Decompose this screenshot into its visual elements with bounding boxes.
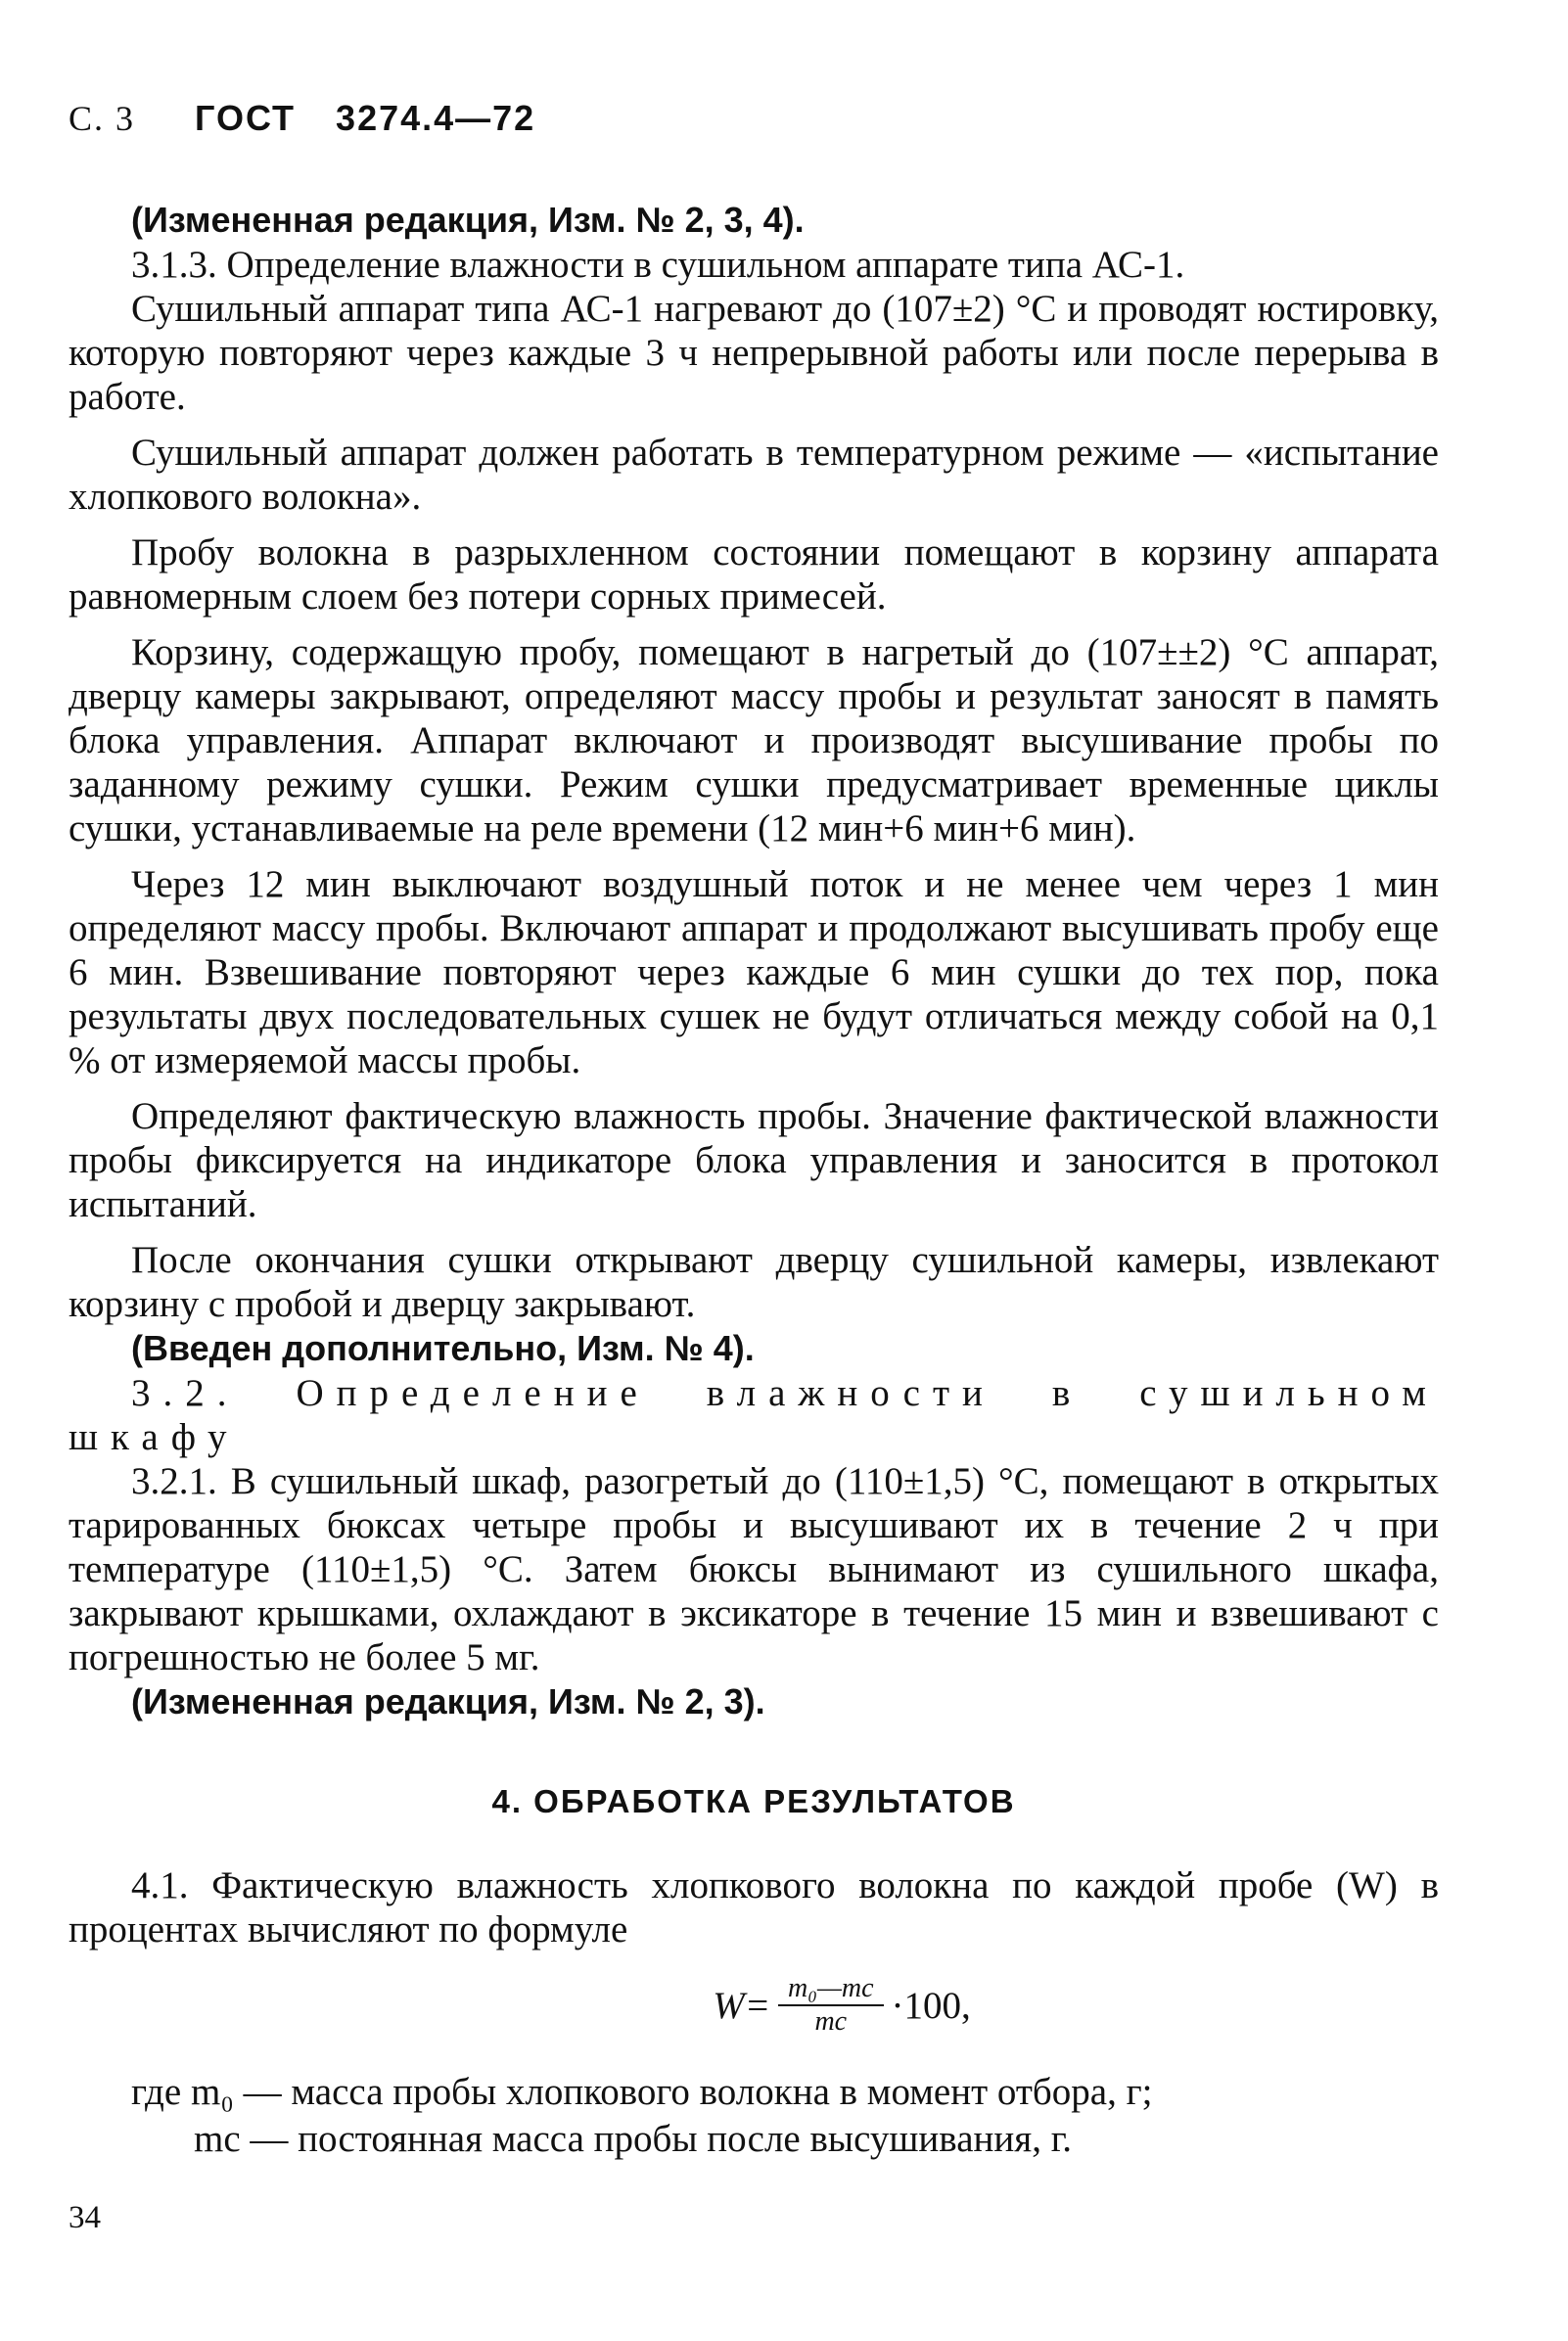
paragraph: Пробу волокна в разрыхленном состоянии помещают в корзину аппарата равномерным слоем без потери сорных примесей. <box>69 531 1439 618</box>
formula-numerator: m₀—mc <box>778 1973 884 2006</box>
section-title: 4. ОБРАБОТКА РЕЗУЛЬТАТОВ <box>491 1783 1016 1819</box>
running-header <box>69 98 1439 139</box>
header-number: 3274.4—72 <box>336 98 536 138</box>
header-standard: ГОСТ <box>195 98 297 138</box>
paragraph-41: 4.1. Фактическую влажность хлопкового волокна по каждой пробе (W) в процентах вычисляют по формуле <box>69 1864 1439 1951</box>
paragraph-313-title: 3.1.3. Определение влажности в сушильном аппарате типа АС-1. <box>131 244 1185 286</box>
paragraph: Сушильный аппарат должен работать в температурном режиме — «испытание хлопкового волокна». <box>69 432 1439 518</box>
formula-fraction <box>778 1973 884 2038</box>
note-changed: (Измененная редакция, Изм. № 2, 3). <box>131 1681 765 1721</box>
document-page <box>69 98 1439 2163</box>
formula-lhs: W= <box>713 1984 771 2027</box>
paragraph: Сушильный аппарат типа АС-1 нагревают до (107±2) °С и проводят юстировку, которую повторяют через каждые 3 ч непрерывной работы или после перерыва в работе. <box>69 288 1439 418</box>
paragraph: Корзину, содержащую пробу, помещают в нагретый до (107±±2) °С аппарат, дверцу камеры закрывают, определяют массу пробы и результат заносят в память блока управления. Аппарат включают и производят высушивание пробы по заданному режиму сушки. Режим сушки предусматривает временные циклы сушки, устанавливаемые на реле времени (12 мин+6 мин+6 мин). <box>69 631 1439 849</box>
where-line-2: mc — постоянная масса пробы после высушивания, г. <box>194 2118 1073 2160</box>
paragraph: Через 12 мин выключают воздушный поток и не менее чем через 1 мин определяют массу пробы. Включают аппарат и продолжают высушивать пробу еще 6 мин. Взвешивание повторяют через каждые 6 мин сушки до тех пор, пока результаты двух последовательных сушек не будут отличаться между собой на 0,1 % от измеряемой массы пробы. <box>69 863 1439 1081</box>
note-top: (Измененная редакция, Изм. № 2, 3, 4). <box>131 200 805 240</box>
note-introduced: (Введен дополнительно, Изм. № 4). <box>131 1328 755 1368</box>
formula-rhs: ·100, <box>891 1984 971 2027</box>
page-number: 34 <box>69 2200 101 2235</box>
paragraph: После окончания сушки открывают дверцу сушильной камеры, извлекают корзину с пробой и дверцу закрывают. <box>69 1239 1439 1325</box>
paragraph: Определяют фактическую влажность пробы. Значение фактической влажности пробы фиксируется на индикаторе блока управления и заносится в протокол испытаний. <box>69 1095 1439 1225</box>
body-text <box>69 198 1439 2163</box>
header-page: С. 3 <box>69 99 136 138</box>
formula-denominator: mc <box>814 2006 848 2037</box>
moisture-formula <box>245 1973 1439 2038</box>
paragraph-321: 3.2.1. В сушильный шкаф, разогретый до (110±1,5) °С, помещают в открытых тарированных бюксах четыре пробы и высушивают их в течение 2 ч при температуре (110±1,5) °С. Затем бюксы вынимают из сушильного шкафа, закрывают крышками, охлаждают в эксикаторе в течение 15 мин и взвешивают с погрешностью не более 5 мг. <box>69 1460 1439 1678</box>
heading-32: 3.2. Определение влажности в сушильном шкафу <box>69 1372 1439 1458</box>
where-line-1: где m₀ — масса пробы хлопкового волокна в момент отбора, г; <box>131 2071 1153 2113</box>
